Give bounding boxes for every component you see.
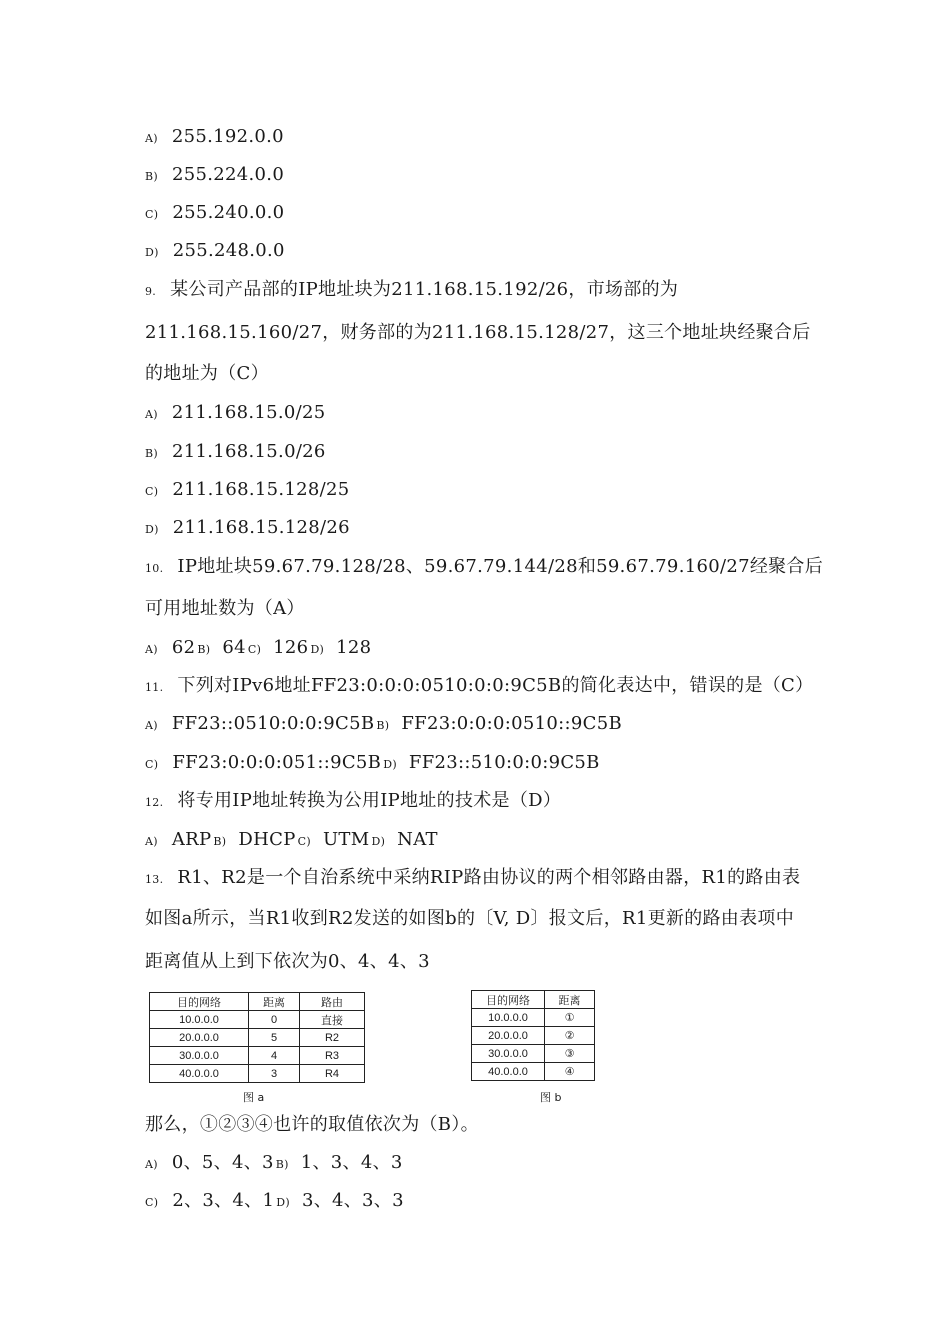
question-number: 10.: [145, 562, 164, 575]
question-number: 9.: [145, 285, 157, 298]
option-marker: B): [145, 447, 158, 460]
table-cell: 10.0.0.0: [150, 1011, 249, 1029]
option-text: 3、4、3、3: [301, 1190, 404, 1211]
question-number: 12.: [145, 796, 164, 809]
option-row: [145, 829, 438, 853]
option-marker: A): [145, 719, 158, 732]
option-marker: B): [213, 835, 227, 848]
table-cell: R4: [300, 1065, 365, 1083]
option-text: 64: [222, 637, 246, 658]
option-text: FF23::510:0:0:9C5B: [408, 752, 600, 773]
option-line: [145, 479, 350, 503]
routing-table-b: [471, 990, 595, 1081]
option-marker: C): [145, 208, 159, 221]
table-cell: ④: [545, 1063, 595, 1081]
table-row: [472, 1027, 595, 1045]
option-line: [145, 517, 350, 541]
option-text: 211.168.15.0/26: [171, 441, 326, 462]
table-row: [150, 1047, 365, 1065]
table-cell: ③: [545, 1045, 595, 1063]
table-header: 距离: [249, 993, 300, 1011]
option-text: FF23:0:0:0:0510::9C5B: [401, 713, 622, 734]
option-marker: C): [145, 1196, 159, 1209]
table-cell: 30.0.0.0: [150, 1047, 249, 1065]
table-header: 目的网络: [150, 993, 249, 1011]
option-text: 1、3、4、3: [300, 1152, 403, 1173]
option-marker: C): [145, 758, 159, 771]
option-text: UTM: [322, 829, 370, 850]
option-text: 0、5、4、3: [171, 1152, 274, 1173]
table-cell: 0: [249, 1011, 300, 1029]
question-stem: [145, 279, 678, 303]
question-stem-cont: [145, 598, 305, 620]
option-marker: D): [383, 758, 397, 771]
option-text: 128: [336, 637, 372, 658]
question-stem: [145, 790, 561, 814]
question-stem-cont: [145, 951, 430, 973]
table-header: 路由: [300, 993, 365, 1011]
option-text: ARP: [171, 829, 212, 850]
question-text: IP地址块59.67.79.128/28、59.67.79.144/28和59.67.79.160/27经聚合后: [177, 556, 824, 577]
table-header-row: [150, 993, 365, 1011]
table-cell: ②: [545, 1027, 595, 1045]
question-text: 那么，①②③④也许的取值依次为（B）。: [145, 1114, 479, 1135]
option-marker: D): [310, 643, 325, 656]
table-cell: 直接: [300, 1011, 365, 1029]
question-stem-cont: [145, 908, 794, 930]
option-text: DHCP: [238, 829, 296, 850]
routing-table-a: [149, 992, 365, 1083]
option-text: 211.168.15.128/26: [172, 517, 350, 538]
option-line: [145, 126, 284, 150]
option-text: 2、3、4、1: [172, 1190, 275, 1211]
option-text: 62: [171, 637, 196, 658]
question-stem-cont: [145, 322, 811, 344]
question-stem-cont: [145, 363, 269, 385]
table-header: 距离: [545, 991, 595, 1009]
table-cell: R3: [300, 1047, 365, 1065]
option-marker: B): [275, 1158, 289, 1171]
option-text: FF23:0:0:0:051::9C5B: [172, 752, 382, 773]
option-text: 255.192.0.0: [171, 126, 284, 147]
question-text: 某公司产品部的IP地址块为211.168.15.192/26，市场部的为: [170, 279, 679, 300]
option-row: [145, 752, 600, 776]
table-row: [150, 1065, 365, 1083]
table-cell: 40.0.0.0: [472, 1063, 545, 1081]
table-cell: 10.0.0.0: [472, 1009, 545, 1027]
option-text: NAT: [397, 829, 438, 850]
option-text: 211.168.15.128/25: [172, 479, 350, 500]
question-text: 将专用IP地址转换为公用IP地址的技术是（D）: [177, 790, 562, 811]
question-stem: [145, 867, 800, 891]
option-row: [145, 1190, 404, 1214]
option-marker: B): [376, 719, 390, 732]
option-marker: B): [145, 170, 158, 183]
table-row: [472, 1063, 595, 1081]
option-marker: C): [297, 835, 311, 848]
option-marker: D): [276, 1196, 290, 1209]
table-cell: 5: [249, 1029, 300, 1047]
option-text: FF23::0510:0:0:9C5B: [171, 713, 375, 734]
option-text: 255.240.0.0: [172, 202, 285, 223]
option-text: 255.224.0.0: [171, 164, 285, 185]
option-text: 211.168.15.0/25: [171, 402, 326, 423]
option-marker: A): [145, 643, 158, 656]
table-cell: 20.0.0.0: [472, 1027, 545, 1045]
question-followup: [145, 1114, 479, 1136]
option-row: [145, 1152, 403, 1176]
question-number: 13.: [145, 873, 164, 886]
option-line: [145, 402, 326, 426]
table-cell: 3: [249, 1065, 300, 1083]
question-stem: [145, 675, 813, 699]
option-text: 126: [273, 637, 309, 658]
question-text: 下列对IPv6地址FF23:0:0:0:0510:0:0:9C5B的简化表达中，错误的是（C）: [177, 675, 814, 696]
question-text: 距离值从上到下依次为0、4、4、3: [145, 951, 430, 972]
option-marker: D): [371, 835, 386, 848]
question-text: R1、R2是一个自治系统中采纳RIP路由协议的两个相邻路由器，R1的路由表: [177, 867, 801, 888]
question-number: 11.: [145, 681, 164, 694]
table-cell: ①: [545, 1009, 595, 1027]
question-stem: [145, 556, 823, 580]
option-marker: A): [145, 132, 158, 145]
option-marker: C): [247, 643, 262, 656]
option-marker: C): [145, 485, 159, 498]
option-line: [145, 240, 285, 264]
option-marker: B): [197, 643, 211, 656]
option-row: [145, 713, 622, 737]
option-line: [145, 164, 284, 188]
table-header: 目的网络: [472, 991, 545, 1009]
table-row: [472, 1009, 595, 1027]
table-cell: 20.0.0.0: [150, 1029, 249, 1047]
table-cell: 40.0.0.0: [150, 1065, 249, 1083]
table-row: [150, 1011, 365, 1029]
option-line: [145, 202, 284, 226]
question-text: 可用地址数为（A）: [145, 598, 305, 619]
figure-caption: 图 b: [540, 1091, 562, 1104]
option-marker: A): [145, 408, 158, 421]
figure-caption: 图 a: [243, 1091, 265, 1104]
option-text: 255.248.0.0: [172, 240, 285, 261]
table-row: [150, 1029, 365, 1047]
option-line: [145, 441, 326, 465]
table-cell: 30.0.0.0: [472, 1045, 545, 1063]
question-text: 的地址为（C）: [145, 363, 269, 384]
question-text: 211.168.15.160/27，财务部的为211.168.15.128/27，这三个地址块经聚合后: [145, 322, 811, 343]
option-marker: A): [145, 1158, 158, 1171]
option-marker: D): [145, 246, 159, 259]
question-text: 如图a所示，当R1收到R2发送的如图b的〔V, D〕报文后，R1更新的路由表项中: [145, 908, 794, 929]
option-marker: D): [145, 523, 159, 536]
option-row: [145, 637, 371, 661]
table-cell: 4: [249, 1047, 300, 1065]
option-marker: A): [145, 835, 158, 848]
table-header-row: [472, 991, 595, 1009]
table-cell: R2: [300, 1029, 365, 1047]
table-row: [472, 1045, 595, 1063]
